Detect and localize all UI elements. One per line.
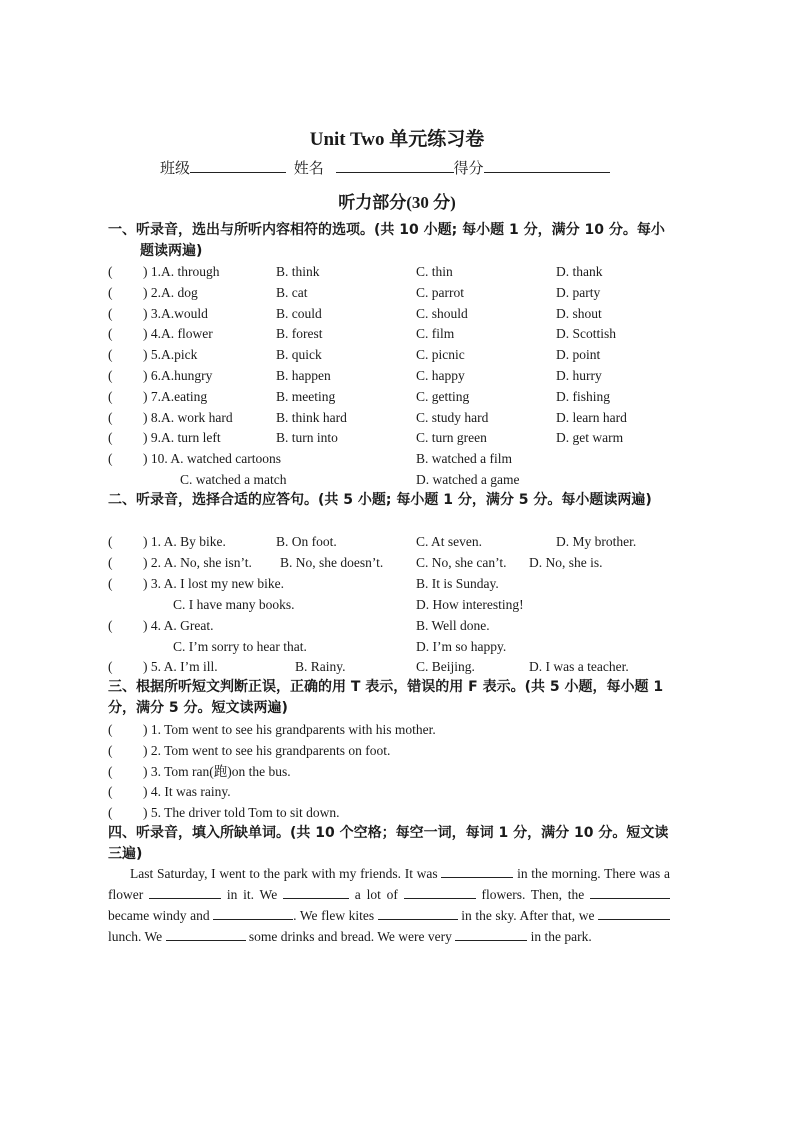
s1-item-option-b: B. think <box>276 264 320 279</box>
s1-item10-b: B. watched a film <box>416 451 512 466</box>
section4-heading <box>108 823 678 865</box>
s2-q3-b: B. It is Sunday. <box>416 576 499 591</box>
s1-item-option-b: B. think hard <box>276 409 347 425</box>
s1-item-option-num: ) 1.A. through <box>143 264 220 279</box>
s3-statement: ) 2. Tom went to see his grandparents on foot. <box>143 742 391 758</box>
s2-q5-paren: ( <box>108 659 113 674</box>
passage-text-7: . We flew kites <box>293 908 375 923</box>
s1-item-option-c: C. turn green <box>416 430 487 446</box>
blank-9[interactable] <box>166 928 246 941</box>
section-subtitle: 听力部分(30 分) <box>338 193 456 212</box>
passage-text-8: in the sky. After that, we <box>461 908 595 923</box>
s1-item-option-c: C. picnic <box>416 347 465 363</box>
blank-8[interactable] <box>598 907 670 920</box>
s1-item-option-c: C. film <box>416 326 455 342</box>
passage-text-4: a lot of <box>354 887 398 902</box>
s2-q4-c: C. I’m sorry to hear that. <box>173 639 307 654</box>
s2-q3-a: ) 3. A. I lost my new bike. <box>143 576 284 591</box>
s3-statement: ) 4. It was rainy. <box>143 784 231 800</box>
s1-item10-a: ) 10. A. watched cartoons <box>143 451 281 466</box>
s3-item-paren: ( <box>108 763 113 779</box>
page-title: Unit Two 单元练习卷 <box>309 129 485 150</box>
score-label: 得分 <box>453 161 484 177</box>
s2-q2-d: D. No, she is. <box>529 555 603 570</box>
blank-3[interactable] <box>283 886 349 899</box>
s2-q2-a: ) 2. A. No, she isn’t. <box>143 555 252 570</box>
s2-q1-c: C. At seven. <box>416 534 482 549</box>
s3-item-paren: ( <box>108 805 113 821</box>
s2-q1-a: ) 1. A. By bike. <box>143 534 226 549</box>
s1-item-option-d: D. Scottish <box>556 326 617 342</box>
blank-6[interactable] <box>213 907 293 920</box>
passage-text-10: some drinks and bread. We were very <box>248 929 452 944</box>
s1-item-option-b: B. quick <box>276 347 322 363</box>
s2-q5-b: B. Rainy. <box>295 659 346 674</box>
s1-item10-d: D. watched a game <box>416 472 520 487</box>
section2-heading-text: 二、听录音，选择合适的应答句。(共 5 小题; 每小题 1 分，满分 5 分。每小题读两遍) <box>108 492 652 508</box>
s3-item-paren: ( <box>108 742 113 758</box>
section2-heading <box>108 490 678 511</box>
s2-q4-b: B. Well done. <box>416 618 490 633</box>
s3-statement: ) 5. The driver told Tom to sit down. <box>143 805 340 821</box>
blank-10[interactable] <box>455 928 527 941</box>
section4-heading-text: 四、听录音，填入所缺单词。(共 10 个空格；每空一词，每词 1 分，满分 10 分。短文读三遍) <box>108 825 669 862</box>
s2-q2-paren: ( <box>108 555 113 570</box>
s2-q3-d: D. How interesting! <box>416 597 524 612</box>
s1-item-option-num: ) 7.A.eating <box>143 388 208 404</box>
s1-item-paren: ( <box>108 347 113 363</box>
student-info-line <box>160 157 610 178</box>
passage-text-6: became windy and <box>108 908 210 923</box>
s3-item-paren: ( <box>108 722 113 737</box>
s1-item-option-d: D. point <box>556 347 601 363</box>
s2-q3-c: C. I have many books. <box>173 597 295 612</box>
s1-item-option-b: B. meeting <box>276 388 336 404</box>
s1-item-option-c: C. study hard <box>416 409 489 425</box>
s1-item10-paren: ( <box>108 451 113 466</box>
s2-q5-c: C. Beijing. <box>416 659 475 674</box>
class-blank[interactable] <box>190 158 286 173</box>
s2-q2-b: B. No, she doesn’t. <box>280 555 384 570</box>
s2-q1-d: D. My brother. <box>556 534 637 549</box>
s2-q4-paren: ( <box>108 618 113 633</box>
s1-item-option-d: D. thank <box>556 264 603 279</box>
class-label: 班级 <box>160 161 191 177</box>
s1-item-option-num: ) 4.A. flower <box>143 326 213 342</box>
s1-item-paren: ( <box>108 264 113 279</box>
s2-q1-paren: ( <box>108 534 113 549</box>
s1-item-paren: ( <box>108 305 113 321</box>
s1-item-option-c: C. parrot <box>416 284 464 300</box>
s1-item-option-b: B. forest <box>276 326 323 342</box>
s1-item-option-num: ) 2.A. dog <box>143 284 198 300</box>
s1-item-option-c: C. should <box>416 305 468 321</box>
fill-in-passage <box>108 863 670 947</box>
s1-item-option-num: ) 5.A.pick <box>143 347 198 363</box>
s3-statement: ) 1. Tom went to see his grandparents with his mother. <box>143 722 436 737</box>
name-blank[interactable] <box>336 158 454 173</box>
blank-2[interactable] <box>149 886 221 899</box>
s1-item-option-d: D. get warm <box>556 430 624 446</box>
blank-7[interactable] <box>378 907 458 920</box>
passage-text-1: Last Saturday, I went to the park with my friends. It was <box>130 866 438 881</box>
blank-5[interactable] <box>590 886 670 899</box>
s2-q5-a: ) 5. A. I’m ill. <box>143 659 218 674</box>
s1-item10-c: C. watched a match <box>180 472 287 487</box>
section3-heading <box>108 677 678 719</box>
passage-text-11: in the park. <box>530 929 592 944</box>
s3-statement: ) 3. Tom ran(跑)on the bus. <box>143 763 291 779</box>
s1-item-option-d: D. party <box>556 284 601 300</box>
s1-item-option-d: D. learn hard <box>556 409 627 425</box>
passage-text-9: lunch. We <box>108 929 163 944</box>
s2-q3-paren: ( <box>108 576 113 591</box>
s1-item-option-b: B. happen <box>276 368 331 383</box>
s1-item-paren: ( <box>108 284 113 300</box>
passage-text-2: in the morning. There was a flower <box>108 866 670 902</box>
s1-item-paren: ( <box>108 409 113 425</box>
s1-item-option-c: C. getting <box>416 388 470 404</box>
s1-item-paren: ( <box>108 368 113 383</box>
s2-q4-a: ) 4. A. Great. <box>143 618 214 633</box>
s1-item-paren: ( <box>108 388 113 404</box>
s2-q5-d: D. I was a teacher. <box>529 659 629 674</box>
section1-heading-text: 一、听录音，选出与所听内容相符的选项。(共 10 小题; 每小题 1 分，满分 10 分。每小题读两遍) <box>108 222 665 259</box>
s1-item-option-c: C. thin <box>416 264 453 279</box>
s1-item-option-num: ) 9.A. turn left <box>143 430 221 446</box>
s1-item-paren: ( <box>108 430 113 446</box>
s1-item-option-num: ) 6.A.hungry <box>143 368 213 383</box>
passage-text-5: flowers. Then, the <box>481 887 585 902</box>
score-blank[interactable] <box>484 158 610 173</box>
blank-4[interactable] <box>404 886 476 899</box>
s3-item-paren: ( <box>108 784 113 800</box>
s1-item-option-num: ) 8.A. work hard <box>143 409 233 425</box>
s1-item-option-num: ) 3.A.would <box>143 305 208 321</box>
s1-item-option-b: B. cat <box>276 284 308 300</box>
s1-item-option-b: B. could <box>276 305 322 321</box>
blank-1[interactable] <box>441 865 513 878</box>
s1-item-option-d: D. hurry <box>556 368 602 383</box>
s2-q1-b: B. On foot. <box>276 534 337 549</box>
s2-q2-c: C. No, she can’t. <box>416 555 507 570</box>
s1-item-option-d: D. fishing <box>556 388 610 404</box>
s2-q4-d: D. I’m so happy. <box>416 639 507 654</box>
name-label: 姓名 <box>293 161 324 177</box>
s1-item-option-d: D. shout <box>556 305 602 321</box>
passage-text-3: in it. We <box>226 887 278 902</box>
section1-heading <box>108 220 678 262</box>
s1-item-option-b: B. turn into <box>276 430 338 446</box>
s1-item-paren: ( <box>108 326 113 342</box>
s1-item-option-c: C. happy <box>416 368 465 383</box>
section3-heading-text: 三、根据所听短文判断正误，正确的用 T 表示，错误的用 F 表示。(共 5 小题，每小题 1 分，满分 5 分。短文读两遍) <box>108 679 664 716</box>
